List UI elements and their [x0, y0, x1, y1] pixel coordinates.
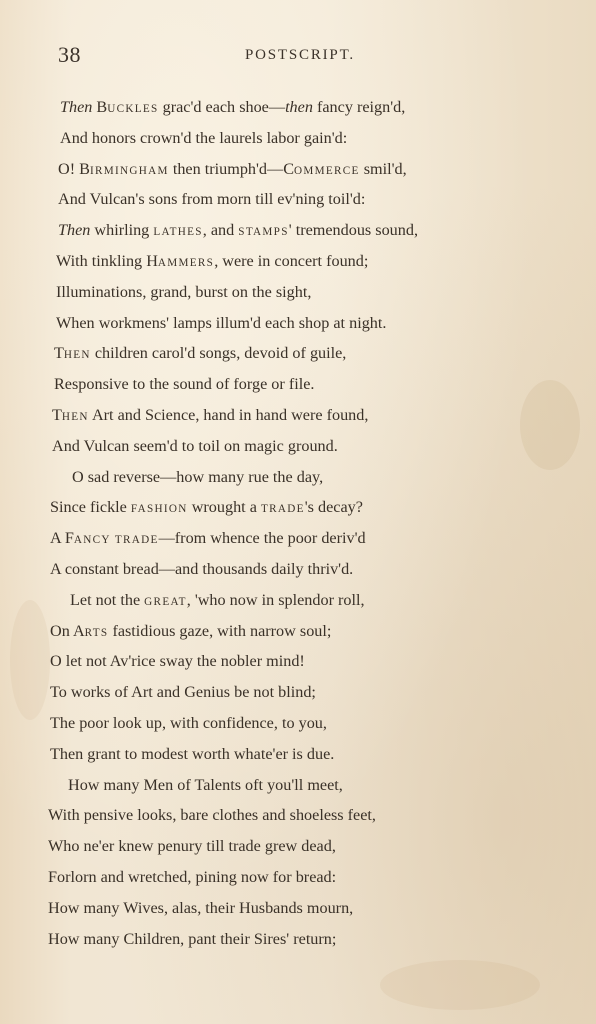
poem-line-segment: grac'd each shoe— [158, 98, 286, 116]
poem-line [50, 649, 305, 673]
poem-line-segment: O sad reverse—how many rue the day, [72, 467, 324, 486]
poem-line [52, 403, 368, 429]
poem-line-segment: Responsive to the sound of forge or file. [54, 375, 315, 394]
poem-line-segment: B [96, 98, 108, 116]
poem-line [58, 187, 365, 211]
poem-line [50, 557, 353, 581]
poem-line-segment: HEN [63, 349, 91, 362]
poem-line-segment: —from whence the poor deriv'd [158, 529, 366, 548]
page-header [0, 40, 596, 70]
poem-line [56, 311, 386, 335]
poem-line-segment: Since fickle [50, 498, 131, 517]
poem-line [50, 711, 327, 735]
poem-line-segment: then [285, 98, 313, 116]
poem-line-segment: A [72, 621, 85, 640]
poem-line-segment: , 'who now in splendor roll, [186, 590, 365, 609]
poem-line [50, 495, 363, 521]
poem-line-segment: children carol'd songs, devoid of guile, [90, 344, 347, 363]
poem-line-segment: fancy reign'd, [312, 98, 406, 116]
poem-line [68, 773, 343, 797]
poem-line [48, 803, 376, 827]
poem-line-segment: With pensive looks, bare clothes and shoeless feet, [48, 806, 376, 825]
poem-line-segment: ANCY [73, 534, 111, 547]
poem-line [50, 742, 334, 766]
poem-line-segment: LATHES [153, 226, 203, 239]
poem-line-segment: TRADE [260, 503, 305, 516]
poem-line-segment: How many Children, pant their Sires' return; [48, 929, 337, 948]
poem-line-segment: O let not Av'rice sway the nobler mind! [50, 652, 305, 671]
poem-line [50, 526, 366, 552]
poem-line-segment: And Vulcan seem'd to toil on magic ground. [52, 436, 338, 455]
poem-line-segment: ' tremendous sound, [288, 221, 418, 240]
poem-line-segment: OMMERCE [294, 164, 360, 177]
poem-line-segment: When workmens' lamps illum'd each shop at night. [56, 313, 387, 332]
poem-line [60, 126, 347, 150]
poem-line [58, 157, 407, 183]
poem-line-segment: O! [58, 159, 80, 178]
poem-line [56, 249, 368, 275]
poem-line [56, 280, 311, 304]
poem-line-segment: The poor look up, with confidence, to you, [50, 714, 327, 732]
poem-line [48, 865, 336, 889]
poem-line-segment: smil'd, [359, 159, 407, 178]
poem-line-segment: Forlorn and wretched, pining now for bread: [48, 868, 337, 886]
poem-line-segment: wrought a [187, 498, 261, 517]
poem-line [60, 95, 405, 121]
poem-line-segment: T [52, 406, 62, 424]
poem-line-segment: IRMINGHAM [89, 164, 169, 177]
poem-line-segment: Illuminations, grand, burst on the sight, [56, 282, 312, 301]
poem-line-segment: How many Wives, alas, their Husbands mourn, [48, 898, 354, 917]
paper-stain [10, 600, 50, 720]
poem-line-segment: Art and Science, hand in hand were found, [88, 406, 369, 424]
poem-line [50, 680, 316, 704]
poem-line-segment: On [50, 621, 73, 640]
poem-line-segment: TRADE [114, 534, 159, 547]
poem-line [48, 896, 353, 920]
running-head: POSTSCRIPT. [245, 47, 355, 63]
poem-line-segment: GREAT [144, 595, 187, 608]
poem-line-segment: STAMPS [238, 226, 289, 239]
poem-line-segment: C [283, 159, 295, 178]
poem-line-segment: T [54, 344, 64, 363]
paper-stain [380, 960, 540, 1010]
poem-line [50, 619, 331, 645]
poem-line-segment: To works of Art and Genius be not blind; [50, 683, 316, 702]
poem-line-segment: , were in concert found; [214, 252, 369, 270]
poem-line-segment: FASHION [130, 503, 188, 516]
poem-line-segment: whirling [90, 221, 154, 240]
poem-line [48, 927, 336, 951]
poem-line-segment: Let not the [70, 590, 145, 609]
poem-line-segment: RTS [84, 626, 109, 639]
poem-line-segment: And Vulcan's sons from morn till ev'ning toil'd: [58, 190, 366, 209]
poem-line [48, 834, 336, 858]
poem-line-segment: then triumph'd— [168, 159, 284, 178]
poem-line-segment: With tinkling [56, 252, 147, 270]
poem-line-segment: , and [202, 221, 239, 240]
poem-line-segment: A [50, 529, 65, 548]
poem-line-segment: B [79, 159, 90, 178]
poem-line-segment: H [146, 252, 158, 270]
poem-line [54, 372, 314, 396]
poem-line-segment: Then [58, 221, 91, 240]
poem-line-segment: UCKLES [107, 103, 159, 115]
poem-line-segment: F [64, 529, 74, 548]
poem-line-segment: How many Men of Talents oft you'll meet, [68, 775, 343, 794]
poem-line [72, 465, 323, 489]
poem-line [58, 218, 418, 244]
poem-line [70, 588, 365, 614]
poem-line-segment: HEN [61, 411, 89, 423]
poem-line-segment: Then grant to modest worth whate'er is due. [50, 744, 335, 763]
poem-line-segment: AMMERS [157, 257, 215, 269]
poem-line-segment: A constant bread—and thousands daily thriv'd. [50, 560, 354, 578]
poem-line-segment: And honors crown'd the laurels labor gain'd: [60, 128, 348, 147]
poem-line-segment: fastidious gaze, with narrow soul; [108, 621, 332, 640]
poem-line [52, 434, 338, 458]
poem-line-segment: Then [60, 98, 93, 116]
poem-line-segment: Who ne'er knew penury till trade grew dead, [48, 837, 336, 856]
poem-line-segment: 's decay? [304, 498, 363, 517]
poem-line [54, 341, 346, 367]
paper-stain [520, 380, 580, 470]
page-number: 38 [58, 42, 81, 67]
